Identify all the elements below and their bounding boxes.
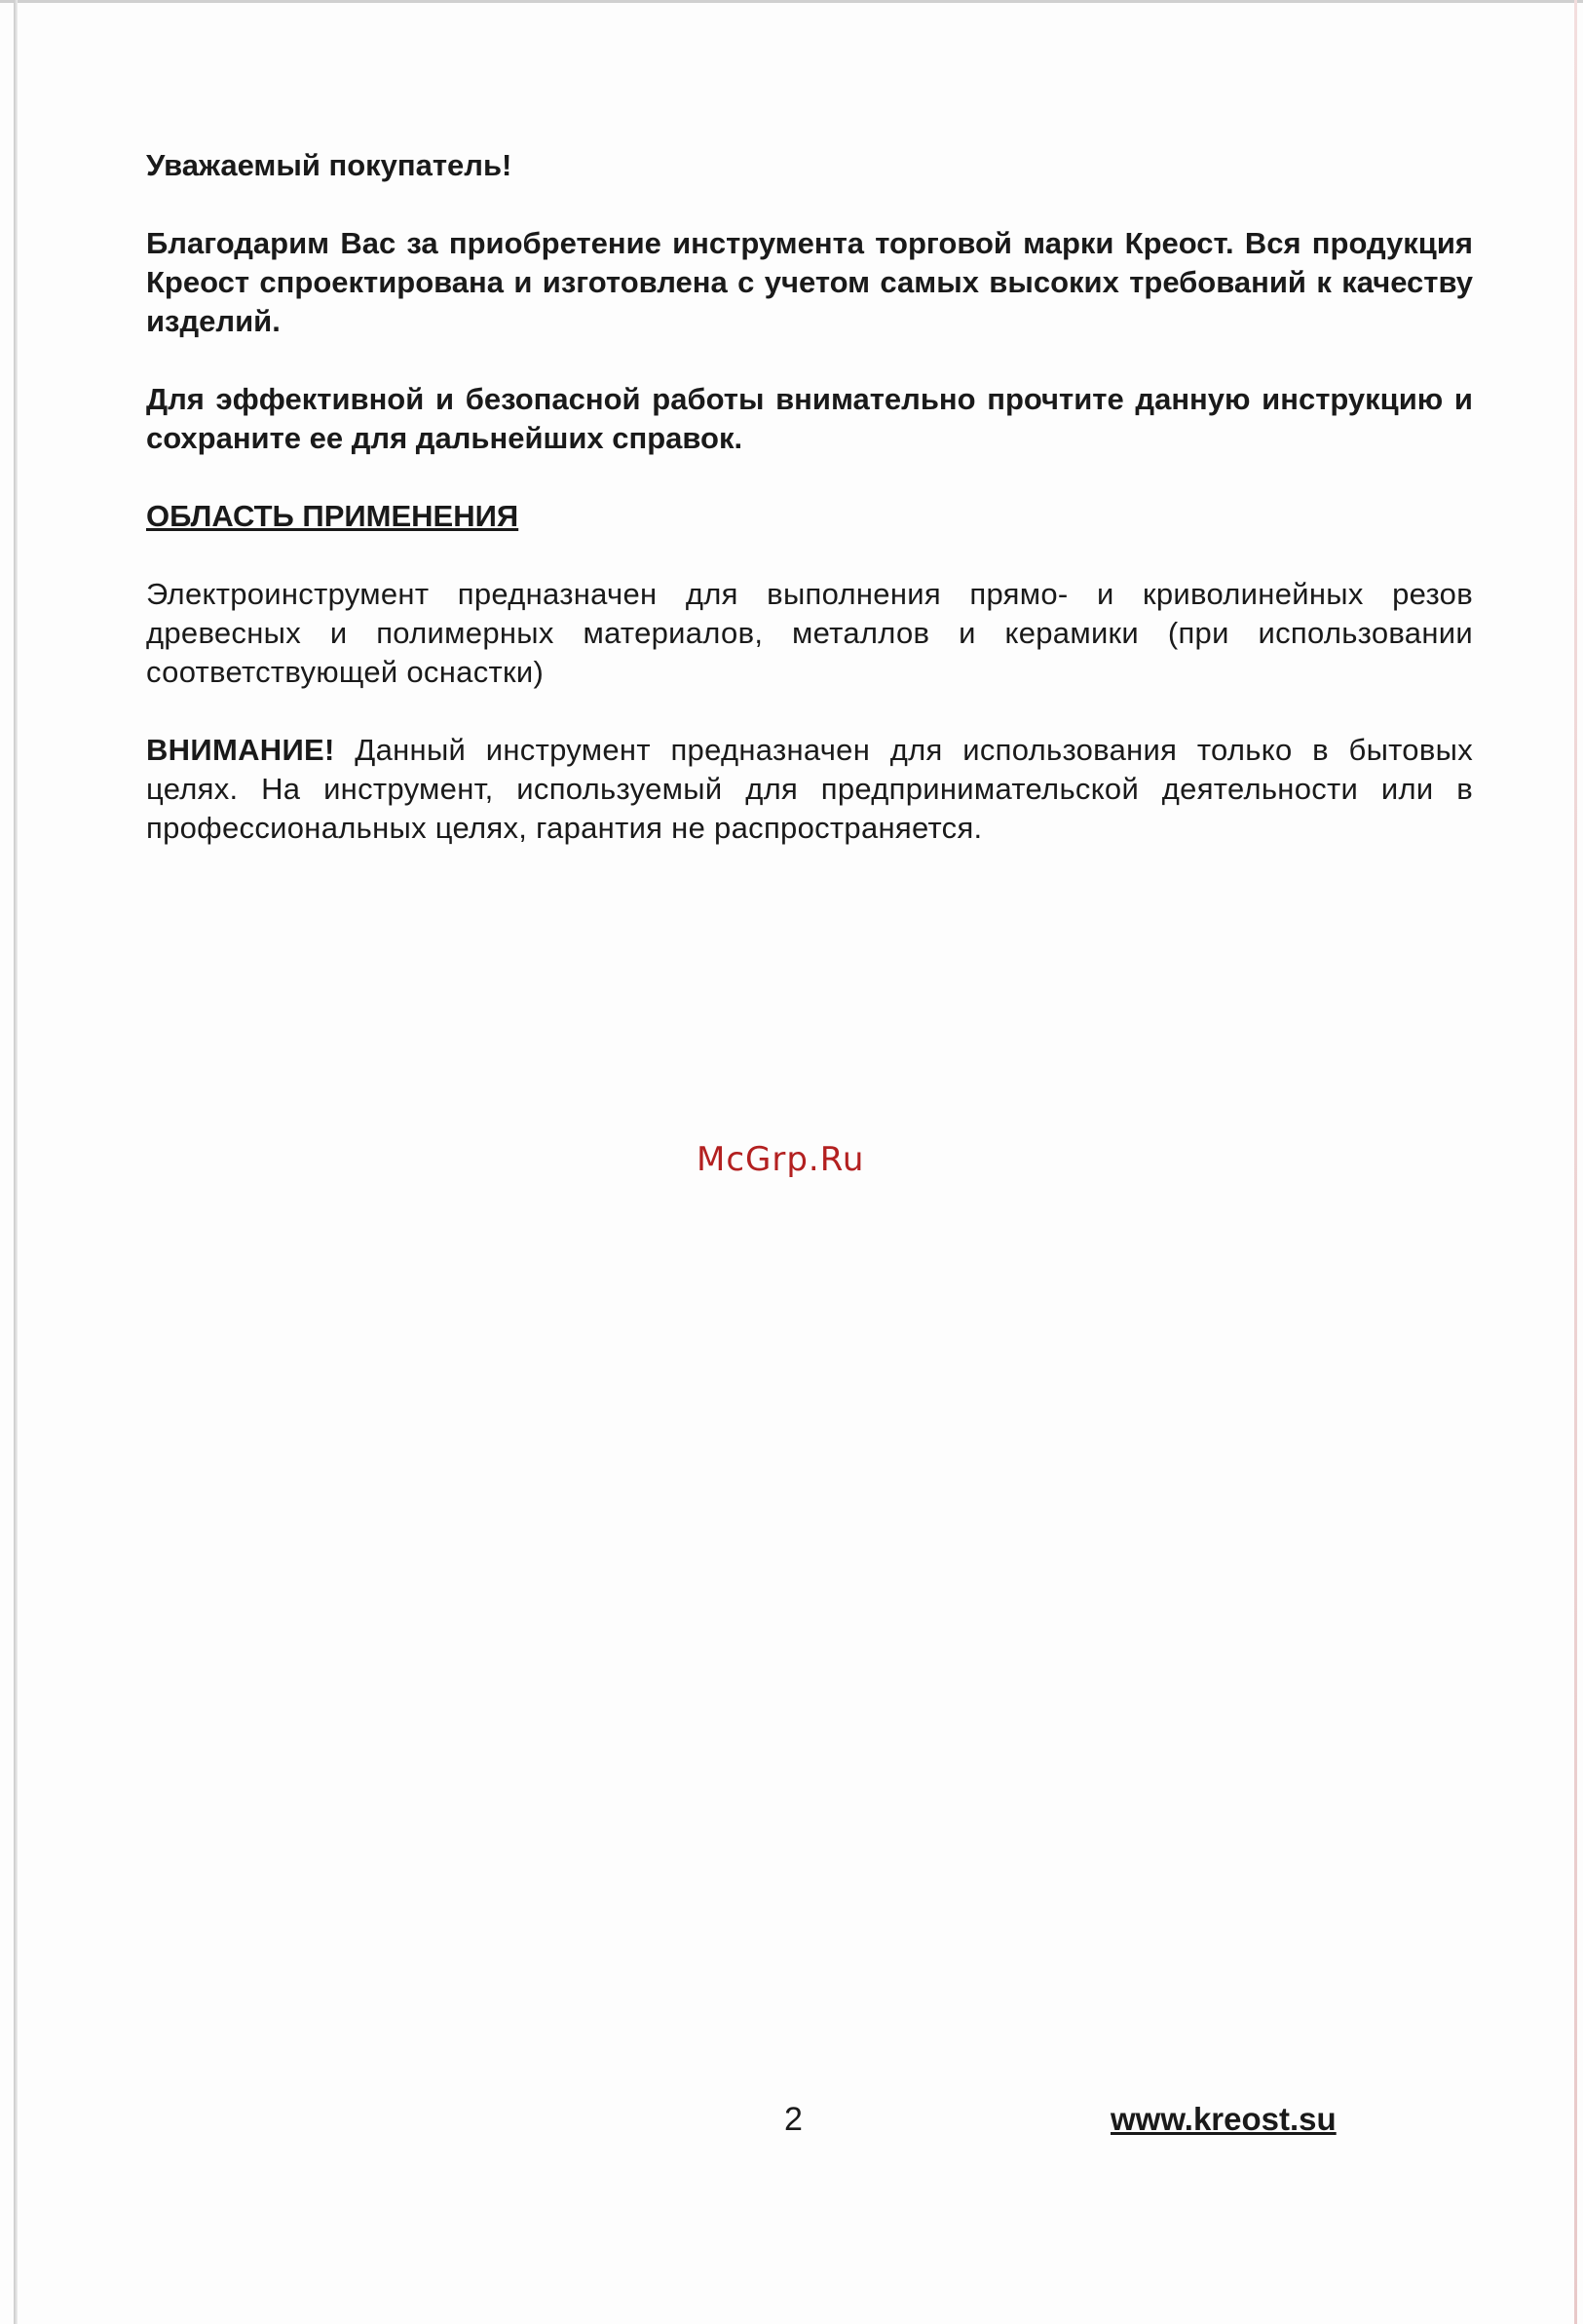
scan-edge-right [1574,0,1577,2324]
warning-paragraph [146,731,1473,848]
website-link[interactable]: www.kreost.su [1111,2101,1337,2137]
page-number: 2 [784,2101,803,2138]
watermark: McGrp.Ru [697,1140,865,1179]
warning-label: ВНИМАНИЕ! [146,733,335,767]
greeting: Уважаемый покупатель! [146,148,512,182]
application-paragraph: Электроинструмент предназначен для выполнения прямо- и криволинейных резов древесных и полимерных материалов, металлов и керамики (при использовании соответствующей оснастки) [146,577,1473,689]
scan-edge-top [0,0,1583,3]
warning-text: Данный инструмент предназначен для использования только в бытовых целях. На инструмент, используемый для предпринимательской деятельности или в профессиональных целях, гарантия не распространяется. [146,733,1473,845]
section-heading: ОБЛАСТЬ ПРИМЕНЕНИЯ [146,499,519,533]
instructions-note: Для эффективной и безопасной работы внимательно прочтите данную инструкцию и сохраните ее для дальнейших справок. [146,382,1473,455]
scan-edge-left [14,0,18,2324]
thanks-paragraph: Благодарим Вас за приобретение инструмента торговой марки Креост. Вся продукция Креост спроектирована и изготовлена с учетом самых высоких требований к качеству изделий. [146,226,1473,338]
document-body [146,146,1473,887]
